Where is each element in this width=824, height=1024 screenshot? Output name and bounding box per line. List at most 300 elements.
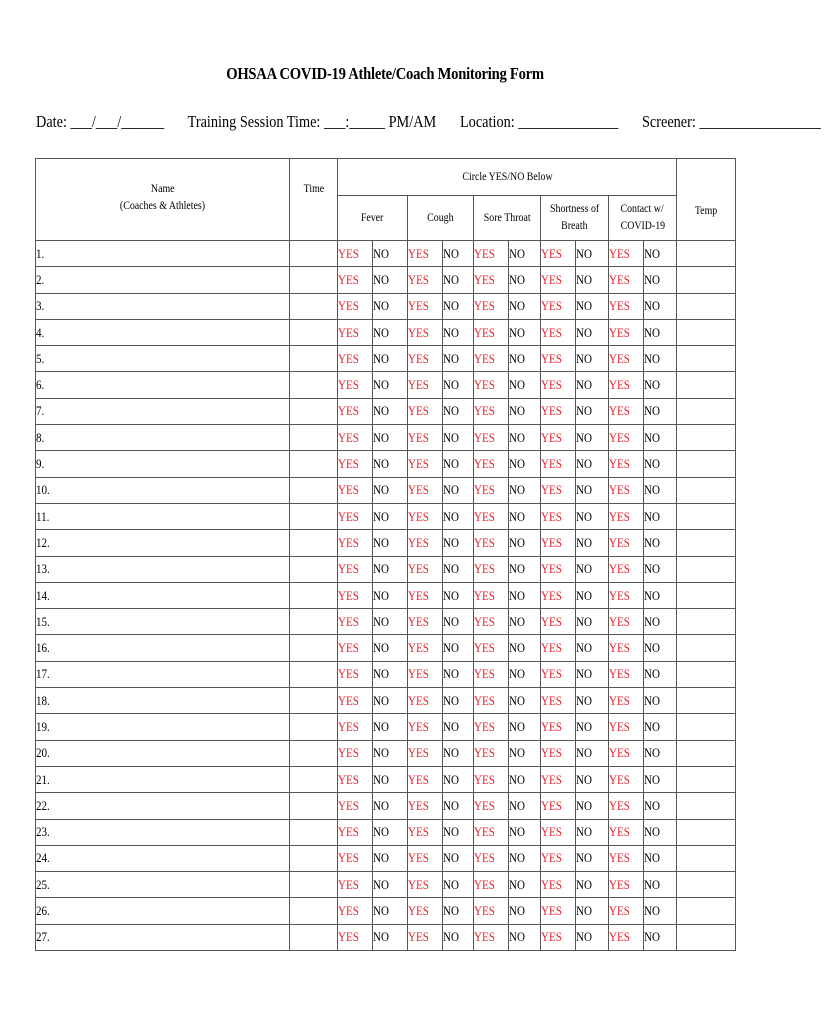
yes-option[interactable]: YES — [338, 924, 373, 950]
yes-option[interactable]: YES — [338, 241, 373, 267]
no-option[interactable]: NO — [443, 845, 474, 871]
yes-option[interactable]: YES — [408, 372, 443, 398]
yes-option[interactable]: YES — [541, 740, 576, 766]
time-cell[interactable] — [290, 477, 338, 503]
yes-option[interactable]: YES — [408, 267, 443, 293]
no-option[interactable]: NO — [509, 766, 541, 792]
no-option[interactable]: NO — [509, 267, 541, 293]
no-option[interactable]: NO — [576, 766, 609, 792]
temp-cell[interactable] — [677, 346, 736, 372]
no-option[interactable]: NO — [373, 398, 408, 424]
row-number[interactable]: 9. — [36, 451, 290, 477]
temp-cell[interactable] — [677, 714, 736, 740]
yes-option[interactable]: YES — [408, 503, 443, 529]
yes-option[interactable]: YES — [408, 398, 443, 424]
yes-option[interactable]: YES — [474, 661, 509, 687]
yes-option[interactable]: YES — [408, 898, 443, 924]
row-number[interactable]: 26. — [36, 898, 290, 924]
location-field[interactable]: Location: ______________ — [459, 112, 619, 131]
yes-option[interactable]: YES — [474, 267, 509, 293]
no-option[interactable]: NO — [443, 766, 474, 792]
yes-option[interactable]: YES — [474, 372, 509, 398]
yes-option[interactable]: YES — [609, 503, 644, 529]
yes-option[interactable]: YES — [541, 530, 576, 556]
time-cell[interactable] — [290, 793, 338, 819]
training-session-time-field[interactable]: Training Session Time: ___:_____ PM/AM — [187, 112, 437, 131]
no-option[interactable]: NO — [509, 819, 541, 845]
yes-option[interactable]: YES — [474, 845, 509, 871]
no-option[interactable]: NO — [509, 319, 541, 345]
time-cell[interactable] — [290, 241, 338, 267]
no-option[interactable]: NO — [644, 924, 677, 950]
yes-option[interactable]: YES — [408, 241, 443, 267]
no-option[interactable]: NO — [576, 714, 609, 740]
no-option[interactable]: NO — [443, 477, 474, 503]
no-option[interactable]: NO — [509, 451, 541, 477]
no-option[interactable]: NO — [373, 845, 408, 871]
row-number[interactable]: 1. — [36, 241, 290, 267]
no-option[interactable]: NO — [644, 530, 677, 556]
no-option[interactable]: NO — [644, 372, 677, 398]
yes-option[interactable]: YES — [541, 556, 576, 582]
yes-option[interactable]: YES — [474, 556, 509, 582]
temp-cell[interactable] — [677, 819, 736, 845]
no-option[interactable]: NO — [443, 372, 474, 398]
yes-option[interactable]: YES — [541, 398, 576, 424]
no-option[interactable]: NO — [509, 241, 541, 267]
row-number[interactable]: 24. — [36, 845, 290, 871]
temp-cell[interactable] — [677, 372, 736, 398]
no-option[interactable]: NO — [509, 582, 541, 608]
row-number[interactable]: 13. — [36, 556, 290, 582]
time-cell[interactable] — [290, 451, 338, 477]
yes-option[interactable]: YES — [609, 661, 644, 687]
no-option[interactable]: NO — [644, 425, 677, 451]
no-option[interactable]: NO — [509, 714, 541, 740]
no-option[interactable]: NO — [576, 372, 609, 398]
yes-option[interactable]: YES — [338, 319, 373, 345]
no-option[interactable]: NO — [509, 740, 541, 766]
no-option[interactable]: NO — [509, 872, 541, 898]
yes-option[interactable]: YES — [541, 714, 576, 740]
yes-option[interactable]: YES — [609, 293, 644, 319]
no-option[interactable]: NO — [373, 241, 408, 267]
temp-cell[interactable] — [677, 503, 736, 529]
row-number[interactable]: 18. — [36, 688, 290, 714]
no-option[interactable]: NO — [644, 582, 677, 608]
no-option[interactable]: NO — [576, 398, 609, 424]
no-option[interactable]: NO — [443, 661, 474, 687]
yes-option[interactable]: YES — [541, 872, 576, 898]
no-option[interactable]: NO — [576, 582, 609, 608]
yes-option[interactable]: YES — [338, 582, 373, 608]
no-option[interactable]: NO — [443, 688, 474, 714]
no-option[interactable]: NO — [576, 688, 609, 714]
no-option[interactable]: NO — [373, 609, 408, 635]
temp-cell[interactable] — [677, 530, 736, 556]
yes-option[interactable]: YES — [609, 556, 644, 582]
no-option[interactable]: NO — [509, 793, 541, 819]
yes-option[interactable]: YES — [474, 293, 509, 319]
row-number[interactable]: 21. — [36, 766, 290, 792]
no-option[interactable]: NO — [576, 241, 609, 267]
yes-option[interactable]: YES — [541, 766, 576, 792]
yes-option[interactable]: YES — [541, 924, 576, 950]
yes-option[interactable]: YES — [541, 819, 576, 845]
yes-option[interactable]: YES — [408, 556, 443, 582]
yes-option[interactable]: YES — [609, 267, 644, 293]
no-option[interactable]: NO — [576, 425, 609, 451]
no-option[interactable]: NO — [509, 293, 541, 319]
yes-option[interactable]: YES — [541, 635, 576, 661]
yes-option[interactable]: YES — [541, 582, 576, 608]
no-option[interactable]: NO — [373, 872, 408, 898]
no-option[interactable]: NO — [443, 740, 474, 766]
yes-option[interactable]: YES — [474, 425, 509, 451]
yes-option[interactable]: YES — [408, 688, 443, 714]
yes-option[interactable]: YES — [338, 293, 373, 319]
yes-option[interactable]: YES — [408, 635, 443, 661]
temp-cell[interactable] — [677, 319, 736, 345]
no-option[interactable]: NO — [576, 661, 609, 687]
yes-option[interactable]: YES — [474, 714, 509, 740]
yes-option[interactable]: YES — [338, 845, 373, 871]
no-option[interactable]: NO — [576, 477, 609, 503]
yes-option[interactable]: YES — [541, 609, 576, 635]
row-number[interactable]: 8. — [36, 425, 290, 451]
no-option[interactable]: NO — [373, 372, 408, 398]
no-option[interactable]: NO — [509, 398, 541, 424]
no-option[interactable]: NO — [576, 819, 609, 845]
time-cell[interactable] — [290, 556, 338, 582]
no-option[interactable]: NO — [373, 924, 408, 950]
row-number[interactable]: 16. — [36, 635, 290, 661]
no-option[interactable]: NO — [443, 793, 474, 819]
yes-option[interactable]: YES — [609, 872, 644, 898]
no-option[interactable]: NO — [576, 293, 609, 319]
temp-cell[interactable] — [677, 556, 736, 582]
no-option[interactable]: NO — [576, 793, 609, 819]
row-number[interactable]: 2. — [36, 267, 290, 293]
no-option[interactable]: NO — [576, 503, 609, 529]
no-option[interactable]: NO — [443, 425, 474, 451]
temp-cell[interactable] — [677, 609, 736, 635]
yes-option[interactable]: YES — [609, 398, 644, 424]
no-option[interactable]: NO — [373, 661, 408, 687]
no-option[interactable]: NO — [644, 793, 677, 819]
no-option[interactable]: NO — [644, 503, 677, 529]
no-option[interactable]: NO — [644, 293, 677, 319]
no-option[interactable]: NO — [373, 819, 408, 845]
no-option[interactable]: NO — [509, 503, 541, 529]
yes-option[interactable]: YES — [474, 398, 509, 424]
yes-option[interactable]: YES — [541, 319, 576, 345]
no-option[interactable]: NO — [576, 530, 609, 556]
no-option[interactable]: NO — [443, 451, 474, 477]
no-option[interactable]: NO — [644, 267, 677, 293]
no-option[interactable]: NO — [509, 924, 541, 950]
yes-option[interactable]: YES — [474, 609, 509, 635]
yes-option[interactable]: YES — [541, 503, 576, 529]
yes-option[interactable]: YES — [338, 425, 373, 451]
no-option[interactable]: NO — [576, 872, 609, 898]
no-option[interactable]: NO — [443, 582, 474, 608]
yes-option[interactable]: YES — [474, 898, 509, 924]
time-cell[interactable] — [290, 661, 338, 687]
yes-option[interactable]: YES — [474, 346, 509, 372]
row-number[interactable]: 22. — [36, 793, 290, 819]
yes-option[interactable]: YES — [338, 477, 373, 503]
yes-option[interactable]: YES — [408, 530, 443, 556]
yes-option[interactable]: YES — [609, 714, 644, 740]
no-option[interactable]: NO — [644, 398, 677, 424]
yes-option[interactable]: YES — [338, 398, 373, 424]
no-option[interactable]: NO — [509, 425, 541, 451]
time-cell[interactable] — [290, 924, 338, 950]
no-option[interactable]: NO — [576, 635, 609, 661]
yes-option[interactable]: YES — [541, 845, 576, 871]
no-option[interactable]: NO — [443, 635, 474, 661]
row-number[interactable]: 15. — [36, 609, 290, 635]
yes-option[interactable]: YES — [474, 451, 509, 477]
yes-option[interactable]: YES — [408, 477, 443, 503]
yes-option[interactable]: YES — [408, 714, 443, 740]
no-option[interactable]: NO — [373, 793, 408, 819]
yes-option[interactable]: YES — [338, 793, 373, 819]
yes-option[interactable]: YES — [338, 530, 373, 556]
yes-option[interactable]: YES — [408, 293, 443, 319]
no-option[interactable]: NO — [373, 503, 408, 529]
no-option[interactable]: NO — [644, 635, 677, 661]
row-number[interactable]: 5. — [36, 346, 290, 372]
yes-option[interactable]: YES — [609, 845, 644, 871]
yes-option[interactable]: YES — [474, 635, 509, 661]
no-option[interactable]: NO — [644, 451, 677, 477]
yes-option[interactable]: YES — [609, 898, 644, 924]
time-cell[interactable] — [290, 582, 338, 608]
yes-option[interactable]: YES — [609, 819, 644, 845]
temp-cell[interactable] — [677, 635, 736, 661]
time-cell[interactable] — [290, 635, 338, 661]
no-option[interactable]: NO — [373, 319, 408, 345]
time-cell[interactable] — [290, 398, 338, 424]
yes-option[interactable]: YES — [541, 451, 576, 477]
no-option[interactable]: NO — [576, 451, 609, 477]
time-cell[interactable] — [290, 766, 338, 792]
time-cell[interactable] — [290, 293, 338, 319]
yes-option[interactable]: YES — [408, 661, 443, 687]
no-option[interactable]: NO — [576, 267, 609, 293]
no-option[interactable]: NO — [373, 714, 408, 740]
yes-option[interactable]: YES — [474, 688, 509, 714]
time-cell[interactable] — [290, 372, 338, 398]
yes-option[interactable]: YES — [408, 793, 443, 819]
time-cell[interactable] — [290, 609, 338, 635]
yes-option[interactable]: YES — [408, 845, 443, 871]
yes-option[interactable]: YES — [541, 793, 576, 819]
temp-cell[interactable] — [677, 267, 736, 293]
yes-option[interactable]: YES — [541, 372, 576, 398]
yes-option[interactable]: YES — [609, 766, 644, 792]
no-option[interactable]: NO — [644, 319, 677, 345]
temp-cell[interactable] — [677, 451, 736, 477]
date-field[interactable]: Date: ___/___/______ — [36, 112, 165, 131]
temp-cell[interactable] — [677, 398, 736, 424]
no-option[interactable]: NO — [373, 530, 408, 556]
no-option[interactable]: NO — [576, 845, 609, 871]
no-option[interactable]: NO — [644, 241, 677, 267]
yes-option[interactable]: YES — [408, 425, 443, 451]
yes-option[interactable]: YES — [338, 267, 373, 293]
temp-cell[interactable] — [677, 845, 736, 871]
no-option[interactable]: NO — [644, 346, 677, 372]
yes-option[interactable]: YES — [474, 766, 509, 792]
no-option[interactable]: NO — [443, 609, 474, 635]
no-option[interactable]: NO — [443, 503, 474, 529]
time-cell[interactable] — [290, 845, 338, 871]
yes-option[interactable]: YES — [609, 346, 644, 372]
no-option[interactable]: NO — [644, 845, 677, 871]
yes-option[interactable]: YES — [338, 609, 373, 635]
time-cell[interactable] — [290, 503, 338, 529]
no-option[interactable]: NO — [373, 451, 408, 477]
yes-option[interactable]: YES — [541, 425, 576, 451]
yes-option[interactable]: YES — [474, 530, 509, 556]
no-option[interactable]: NO — [443, 530, 474, 556]
yes-option[interactable]: YES — [474, 503, 509, 529]
time-cell[interactable] — [290, 530, 338, 556]
temp-cell[interactable] — [677, 740, 736, 766]
row-number[interactable]: 17. — [36, 661, 290, 687]
no-option[interactable]: NO — [576, 609, 609, 635]
yes-option[interactable]: YES — [338, 688, 373, 714]
no-option[interactable]: NO — [509, 845, 541, 871]
yes-option[interactable]: YES — [408, 766, 443, 792]
no-option[interactable]: NO — [644, 766, 677, 792]
temp-cell[interactable] — [677, 872, 736, 898]
no-option[interactable]: NO — [373, 556, 408, 582]
no-option[interactable]: NO — [443, 346, 474, 372]
no-option[interactable]: NO — [373, 766, 408, 792]
no-option[interactable]: NO — [644, 714, 677, 740]
yes-option[interactable]: YES — [609, 425, 644, 451]
no-option[interactable]: NO — [443, 293, 474, 319]
yes-option[interactable]: YES — [474, 819, 509, 845]
no-option[interactable]: NO — [443, 898, 474, 924]
no-option[interactable]: NO — [576, 740, 609, 766]
temp-cell[interactable] — [677, 688, 736, 714]
no-option[interactable]: NO — [373, 635, 408, 661]
no-option[interactable]: NO — [509, 898, 541, 924]
yes-option[interactable]: YES — [338, 740, 373, 766]
yes-option[interactable]: YES — [338, 766, 373, 792]
no-option[interactable]: NO — [644, 872, 677, 898]
yes-option[interactable]: YES — [474, 872, 509, 898]
yes-option[interactable]: YES — [338, 635, 373, 661]
no-option[interactable]: NO — [509, 530, 541, 556]
temp-cell[interactable] — [677, 582, 736, 608]
no-option[interactable]: NO — [509, 346, 541, 372]
yes-option[interactable]: YES — [408, 582, 443, 608]
time-cell[interactable] — [290, 740, 338, 766]
yes-option[interactable]: YES — [474, 582, 509, 608]
time-cell[interactable] — [290, 688, 338, 714]
yes-option[interactable]: YES — [541, 241, 576, 267]
no-option[interactable]: NO — [576, 319, 609, 345]
yes-option[interactable]: YES — [474, 740, 509, 766]
no-option[interactable]: NO — [644, 477, 677, 503]
yes-option[interactable]: YES — [541, 477, 576, 503]
no-option[interactable]: NO — [373, 346, 408, 372]
yes-option[interactable]: YES — [474, 793, 509, 819]
time-cell[interactable] — [290, 346, 338, 372]
no-option[interactable]: NO — [373, 425, 408, 451]
yes-option[interactable]: YES — [609, 241, 644, 267]
no-option[interactable]: NO — [373, 477, 408, 503]
yes-option[interactable]: YES — [541, 898, 576, 924]
no-option[interactable]: NO — [576, 924, 609, 950]
yes-option[interactable]: YES — [408, 924, 443, 950]
yes-option[interactable]: YES — [338, 451, 373, 477]
yes-option[interactable]: YES — [408, 740, 443, 766]
row-number[interactable]: 7. — [36, 398, 290, 424]
time-cell[interactable] — [290, 819, 338, 845]
no-option[interactable]: NO — [644, 661, 677, 687]
time-cell[interactable] — [290, 319, 338, 345]
row-number[interactable]: 19. — [36, 714, 290, 740]
no-option[interactable]: NO — [644, 819, 677, 845]
yes-option[interactable]: YES — [338, 346, 373, 372]
row-number[interactable]: 20. — [36, 740, 290, 766]
no-option[interactable]: NO — [509, 556, 541, 582]
yes-option[interactable]: YES — [338, 898, 373, 924]
yes-option[interactable]: YES — [541, 688, 576, 714]
yes-option[interactable]: YES — [609, 451, 644, 477]
no-option[interactable]: NO — [509, 477, 541, 503]
no-option[interactable]: NO — [443, 267, 474, 293]
yes-option[interactable]: YES — [338, 661, 373, 687]
yes-option[interactable]: YES — [474, 319, 509, 345]
no-option[interactable]: NO — [373, 582, 408, 608]
temp-cell[interactable] — [677, 477, 736, 503]
no-option[interactable]: NO — [373, 688, 408, 714]
no-option[interactable]: NO — [509, 688, 541, 714]
row-number[interactable]: 6. — [36, 372, 290, 398]
no-option[interactable]: NO — [373, 740, 408, 766]
yes-option[interactable]: YES — [609, 319, 644, 345]
no-option[interactable]: NO — [443, 556, 474, 582]
temp-cell[interactable] — [677, 793, 736, 819]
no-option[interactable]: NO — [509, 661, 541, 687]
row-number[interactable]: 23. — [36, 819, 290, 845]
no-option[interactable]: NO — [509, 635, 541, 661]
row-number[interactable]: 4. — [36, 319, 290, 345]
no-option[interactable]: NO — [644, 609, 677, 635]
yes-option[interactable]: YES — [408, 451, 443, 477]
yes-option[interactable]: YES — [338, 503, 373, 529]
no-option[interactable]: NO — [373, 293, 408, 319]
no-option[interactable]: NO — [576, 556, 609, 582]
yes-option[interactable]: YES — [338, 819, 373, 845]
time-cell[interactable] — [290, 425, 338, 451]
yes-option[interactable]: YES — [474, 477, 509, 503]
yes-option[interactable]: YES — [609, 740, 644, 766]
no-option[interactable]: NO — [443, 714, 474, 740]
screener-field[interactable]: Screener: _________________ — [641, 112, 821, 131]
yes-option[interactable]: YES — [338, 872, 373, 898]
yes-option[interactable]: YES — [609, 793, 644, 819]
no-option[interactable]: NO — [576, 898, 609, 924]
